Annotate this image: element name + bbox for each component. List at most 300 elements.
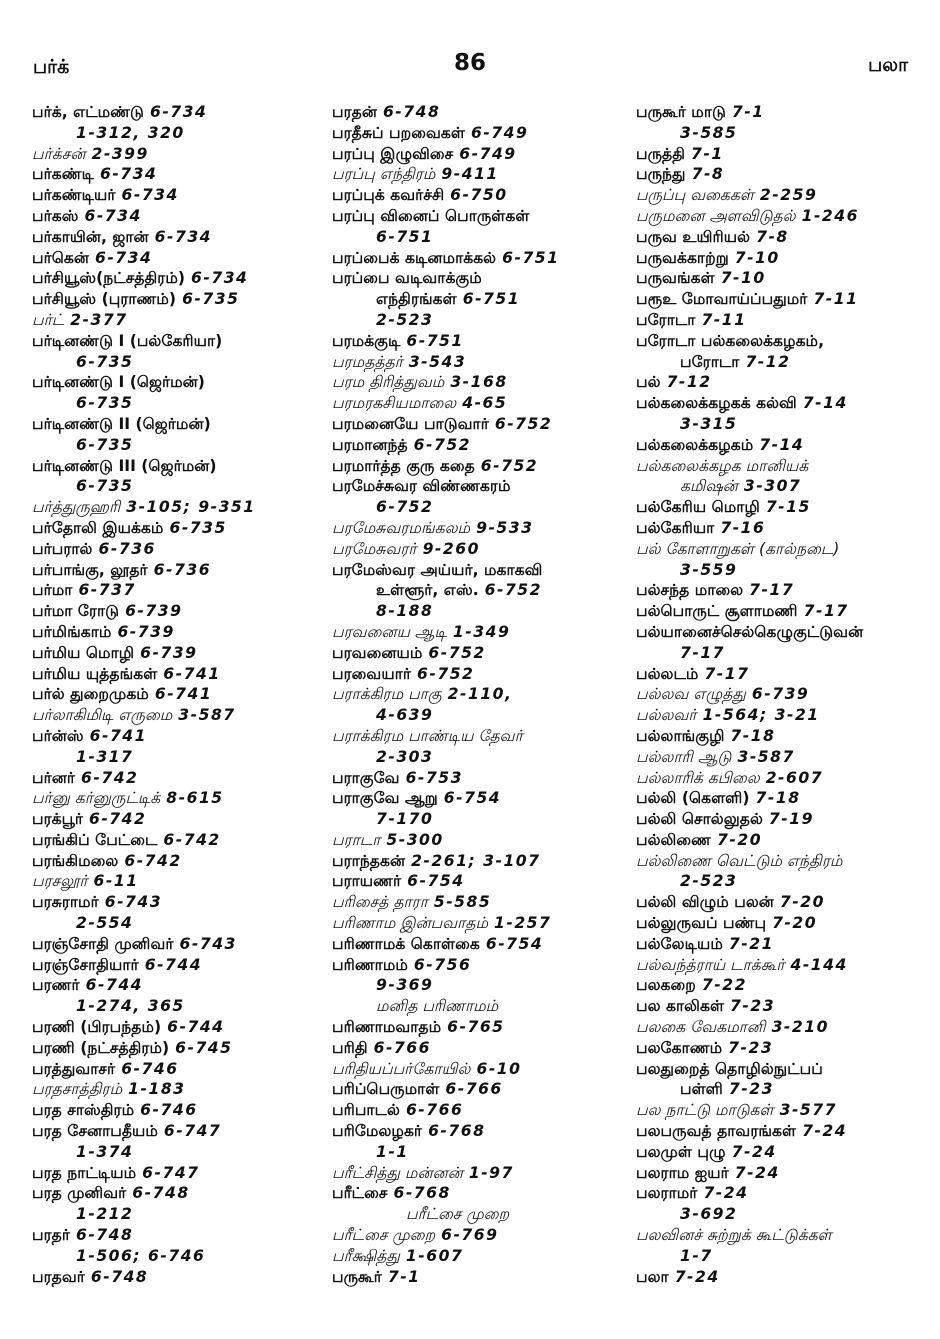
index-entry xyxy=(32,705,322,726)
index-entry xyxy=(32,372,322,393)
entry-term: பரிப்பெருமாள் xyxy=(332,1080,440,1099)
entry-reference: 7-20 xyxy=(779,893,825,912)
entry-reference: 7-24 xyxy=(734,1163,780,1182)
entry-term: பரங்கிமலை xyxy=(32,851,119,870)
entry-reference: 7-20 xyxy=(717,830,763,849)
index-entry xyxy=(32,1079,322,1100)
entry-reference: 7-19 xyxy=(768,810,814,829)
entry-term: பரவனைய ஆடி xyxy=(332,622,447,641)
entry-reference: 7-1 xyxy=(387,1267,421,1286)
index-entry xyxy=(32,622,322,643)
index-entry xyxy=(636,456,936,477)
entry-reference: 6-766 xyxy=(405,1101,464,1120)
entry-term: பரமேசுவரர் xyxy=(332,539,417,558)
entry-term: பரப்பு எந்திரம் xyxy=(332,165,436,184)
entry-term: பருப்பு வகைகள் xyxy=(636,186,754,205)
entry-reference: 1-349 xyxy=(452,622,511,641)
entry-reference: 6-744 xyxy=(144,955,203,974)
entry-term: பரோடா பல்கலைக்கழகம், xyxy=(636,331,825,350)
entry-reference: 6-752 xyxy=(428,643,486,662)
entry-reference: 7-1 xyxy=(731,103,765,121)
entry-reference: 7-17 xyxy=(749,581,795,600)
entry-term: பருவங்கள் xyxy=(636,269,715,288)
entry-term: பரிமேலழகர் xyxy=(332,1122,423,1141)
entry-term: பர்லாகிமிடி எருமை xyxy=(32,706,173,725)
index-entry xyxy=(32,851,322,872)
entry-reference: 6-765 xyxy=(447,1018,505,1037)
entry-reference: 1-212 xyxy=(76,1205,134,1224)
entry-reference: 6-766 xyxy=(373,1038,431,1057)
index-entry xyxy=(332,934,632,955)
index-entry xyxy=(32,664,322,685)
entry-reference: 1-564; 3-21 xyxy=(702,706,820,725)
entry-term: பரப்பை வடிவாக்கும் xyxy=(332,269,482,288)
index-entry xyxy=(332,227,632,248)
entry-term: பரீட்சை முறை xyxy=(406,1205,510,1224)
entry-term: பர்டினண்டு I (பல்கேரியா) xyxy=(32,331,223,350)
index-entry xyxy=(636,684,936,705)
guide-word-left: பர்க் xyxy=(33,56,70,78)
index-entry xyxy=(636,206,936,227)
entry-term: பல்லி விழும் பலன் xyxy=(636,893,774,912)
entry-reference: 7-1 xyxy=(691,144,724,163)
index-entry xyxy=(332,372,632,393)
entry-term: பரிணாமவாதம் xyxy=(332,1018,442,1037)
index-entry xyxy=(636,934,936,955)
entry-term: பரங்கிப் பேட்டை xyxy=(32,830,158,849)
guide-word-right: பலா xyxy=(868,54,908,76)
index-entry xyxy=(636,1059,936,1080)
index-entry xyxy=(636,1183,936,1204)
entry-term: பரத நாட்டியம் xyxy=(32,1163,137,1182)
entry-reference: 6-746 xyxy=(140,1101,198,1120)
index-entry xyxy=(636,352,936,373)
entry-reference: 1-506; 6-746 xyxy=(76,1246,206,1265)
index-entry xyxy=(636,372,936,393)
index-entry xyxy=(32,476,322,497)
index-entry xyxy=(332,518,632,539)
index-entry xyxy=(332,1183,632,1204)
entry-term: பர்டினண்டு I (ஜெர்மன்) xyxy=(32,373,205,392)
entry-term: பல்லேடியம் xyxy=(636,934,723,953)
index-entry xyxy=(332,705,632,726)
index-entry xyxy=(636,1246,936,1267)
index-entry xyxy=(636,871,936,892)
index-entry xyxy=(332,1204,632,1225)
index-entry xyxy=(332,289,632,310)
index-entry xyxy=(32,580,322,601)
entry-reference: 1-246 xyxy=(801,206,859,225)
entry-term: பரக்பூர் xyxy=(32,810,83,829)
index-entry xyxy=(636,955,936,976)
entry-term: பர்ல் துறைமுகம் xyxy=(32,685,149,704)
entry-term: பர்தோலி இயக்கம் xyxy=(32,518,164,537)
index-entry xyxy=(332,871,632,892)
entry-term: பல்கலைக்கழகம் xyxy=(636,435,754,454)
index-column-3 xyxy=(636,102,936,1287)
entry-term: பலபருவத் தாவரங்கள் xyxy=(636,1122,797,1141)
entry-term: பரமக்குடி xyxy=(332,331,401,350)
index-entry xyxy=(636,1267,936,1288)
entry-term: பரத சாஸ்திரம் xyxy=(32,1101,135,1120)
entry-reference: 7-23 xyxy=(728,1080,774,1099)
entry-term: பரதர் xyxy=(32,1226,70,1245)
index-entry xyxy=(636,164,936,185)
entry-term: பல்லிணை xyxy=(636,830,712,849)
entry-term: பல்யானைச்செல்கெழுகுட்டுவன் xyxy=(636,622,864,641)
entry-term: பல்லடம் xyxy=(636,664,699,683)
entry-term: பர்னர் xyxy=(32,768,76,787)
index-entry xyxy=(332,830,632,851)
index-entry xyxy=(332,622,632,643)
index-entry xyxy=(636,248,936,269)
index-entry xyxy=(32,1204,322,1225)
index-entry xyxy=(636,726,936,747)
entry-term: எந்திரங்கள் xyxy=(376,290,457,309)
entry-reference: 6-752 xyxy=(417,664,475,683)
index-column-1 xyxy=(32,102,322,1287)
entry-reference: 6-734 xyxy=(94,248,153,267)
entry-term: பரப்புக் கவர்ச்சி xyxy=(332,186,445,205)
entry-term: பல்லவ எழுத்து xyxy=(636,685,746,704)
entry-reference: 7-8 xyxy=(756,227,789,246)
index-column-2 xyxy=(332,102,632,1287)
index-entry xyxy=(32,1100,322,1121)
entry-term: பரணர் xyxy=(32,976,80,995)
index-entry xyxy=(636,1017,936,1038)
entry-term: பரமதத்தர் xyxy=(332,352,403,371)
entry-term: பரணி (பிரபந்தம்) xyxy=(32,1018,162,1037)
entry-reference: 3-587 xyxy=(737,747,795,766)
index-entry xyxy=(32,164,322,185)
entry-term: பல்கேரிய மொழி xyxy=(636,498,760,517)
entry-reference: 6-748 xyxy=(132,1184,190,1203)
index-entry xyxy=(32,996,322,1017)
entry-term: பரீக்ஷித்து xyxy=(332,1246,400,1265)
index-entry xyxy=(332,1100,632,1121)
entry-reference: 7-17 xyxy=(704,664,750,683)
index-entry xyxy=(32,871,322,892)
index-entry xyxy=(32,435,322,456)
entry-term: கமிஷன் xyxy=(680,477,738,496)
entry-reference: 6-743 xyxy=(179,934,237,953)
entry-reference: 6-734 xyxy=(149,103,208,121)
entry-term: பர்பாங்கு, லூதர் xyxy=(32,560,148,579)
entry-reference: 6-751 xyxy=(462,290,521,309)
entry-term: பரத சேனாபதீயம் xyxy=(32,1122,158,1141)
entry-reference: 1-317 xyxy=(76,747,134,766)
entry-reference: 6-747 xyxy=(163,1122,222,1141)
entry-reference: 8-188 xyxy=(376,602,434,621)
entry-term: பர்ட் xyxy=(32,310,65,329)
entry-term: பரோடா xyxy=(636,310,696,329)
entry-reference: 2-377 xyxy=(70,310,128,329)
entry-reference: 2-110, xyxy=(447,685,513,704)
index-entry xyxy=(332,1163,632,1184)
index-entry xyxy=(32,747,322,768)
entry-term: பரமேச்சுவர விண்ணகரம் xyxy=(332,477,511,496)
index-entry xyxy=(332,809,632,830)
entry-reference: 7-18 xyxy=(755,789,801,808)
index-entry xyxy=(332,331,632,352)
entry-term: பரோடா xyxy=(680,352,740,371)
index-entry xyxy=(32,1059,322,1080)
entry-reference: 6-739 xyxy=(117,622,175,641)
index-entry xyxy=(636,518,936,539)
entry-term: பர்காயின், ஜான் xyxy=(32,227,149,246)
entry-term: பரமானந்த் xyxy=(332,435,408,454)
entry-term: பல்லாரி ஆடு xyxy=(636,747,732,766)
entry-reference: 6-752 xyxy=(413,435,472,454)
index-entry xyxy=(32,310,322,331)
index-entry xyxy=(32,913,322,934)
entry-reference: 6-735 xyxy=(182,290,240,309)
entry-term: பர்கண்டி xyxy=(32,165,94,184)
entry-term: பரமனையே பாடுவார் xyxy=(332,414,489,433)
entry-reference: 6-735 xyxy=(76,352,134,371)
entry-reference: 6-735 xyxy=(76,477,134,496)
entry-reference: 6-768 xyxy=(428,1122,486,1141)
entry-term: பர்னு கர்னுருட்டிக் xyxy=(32,789,161,808)
entry-term: பரதசாத்திரம் xyxy=(32,1080,123,1099)
entry-reference: 6-741 xyxy=(154,685,213,704)
index-entry xyxy=(636,1121,936,1142)
entry-term: பரஞ்சோதி முனிவர் xyxy=(32,934,174,953)
index-entry xyxy=(636,705,936,726)
entry-term: பலகறை xyxy=(636,976,696,995)
index-entry xyxy=(32,456,322,477)
entry-term: பர்கென் xyxy=(32,248,89,267)
index-entry xyxy=(636,1100,936,1121)
entry-term: பரத முனிவர் xyxy=(32,1184,127,1203)
entry-reference: 2-259 xyxy=(759,186,818,205)
entry-reference: 2-261; 3-107 xyxy=(411,851,541,870)
entry-term: பரமேசுவரமங்கலம் xyxy=(332,518,471,537)
entry-term: பலகோணம் xyxy=(636,1038,723,1057)
index-entry xyxy=(636,996,936,1017)
entry-reference: 2-523 xyxy=(680,872,738,891)
entry-term: பர்க், எட்மண்டு xyxy=(32,103,144,121)
index-entry xyxy=(332,456,632,477)
entry-reference: 6-756 xyxy=(413,955,472,974)
index-entry xyxy=(636,497,936,518)
entry-reference: 7-12 xyxy=(745,352,791,371)
index-entry xyxy=(636,913,936,934)
entry-term: பலராமர் xyxy=(636,1184,698,1203)
entry-term: பரப்பு இழுவிசை xyxy=(332,144,454,163)
entry-reference: 3-307 xyxy=(743,477,802,496)
entry-term: பருவக்காற்று xyxy=(636,248,729,267)
page-number: 86 xyxy=(453,50,486,76)
entry-term: பலமுள் புழு xyxy=(636,1142,726,1161)
index-entry xyxy=(32,809,322,830)
entry-term: பரமார்த்த குரு கதை xyxy=(332,456,475,475)
entry-term: பரிணாமம் xyxy=(332,955,408,974)
entry-reference: 7-10 xyxy=(734,248,780,267)
index-entry xyxy=(32,331,322,352)
index-entry xyxy=(32,1163,322,1184)
entry-term: பரமரகசியமாலை xyxy=(332,394,457,413)
index-entry xyxy=(332,560,632,581)
entry-term: பர்க்சன் xyxy=(32,144,86,163)
entry-term: பரணி (நட்சத்திரம்) xyxy=(32,1038,170,1057)
entry-reference: 1-274, 365 xyxy=(76,997,185,1016)
entry-term: பலதுறைத் தொழில்நுட்பப் xyxy=(636,1059,823,1078)
entry-reference: 6-742 xyxy=(88,810,147,829)
index-entry xyxy=(32,726,322,747)
entry-term: பருமனை அளவிடுதல் xyxy=(636,206,796,225)
entry-reference: 6-735 xyxy=(76,435,134,454)
index-entry xyxy=(332,726,632,747)
entry-reference: 5-300 xyxy=(386,830,444,849)
entry-term: பருவ உயிரியல் xyxy=(636,227,751,246)
entry-reference: 9-260 xyxy=(422,539,480,558)
index-entry xyxy=(32,414,322,435)
entry-term: பராக்கிரம பாகு xyxy=(332,685,442,704)
index-entry xyxy=(636,435,936,456)
entry-reference: 1-374 xyxy=(76,1142,134,1161)
entry-term: பல்லி சொல்லுதல் xyxy=(636,810,763,829)
entry-term: பரிணாம இன்பவாதம் xyxy=(332,914,488,933)
entry-term: பர்சியூஸ் (புராணம்) xyxy=(32,290,177,309)
entry-term: பல்வந்த்ராய் டாக்கூர் xyxy=(636,955,785,974)
entry-reference: 3-587 xyxy=(178,706,236,725)
entry-reference: 6-751 xyxy=(406,331,464,350)
index-entry xyxy=(332,892,632,913)
entry-reference: 4-144 xyxy=(790,955,848,974)
index-entry xyxy=(32,1267,322,1288)
index-entry xyxy=(32,1183,322,1204)
index-entry xyxy=(332,1246,632,1267)
entry-reference: 6-752 xyxy=(376,498,434,517)
index-entry xyxy=(636,643,936,664)
entry-term: பரிசைத் தாரா xyxy=(332,893,428,912)
index-entry xyxy=(332,352,632,373)
entry-reference: 1-607 xyxy=(405,1246,464,1265)
entry-reference: 1-312, 320 xyxy=(76,123,185,142)
entry-reference: 6-753 xyxy=(405,768,463,787)
entry-reference: 1-97 xyxy=(468,1163,514,1182)
entry-reference: 6-735 xyxy=(169,518,227,537)
entry-term: பல்கேரியா xyxy=(636,518,715,537)
index-entry xyxy=(332,1121,632,1142)
entry-reference: 3-543 xyxy=(408,352,467,371)
entry-reference: 6-749 xyxy=(470,123,529,142)
index-entry xyxy=(636,414,936,435)
index-entry xyxy=(32,975,322,996)
entry-term: பரமேஸ்வர அய்யர், மகாகவி xyxy=(332,560,543,579)
index-entry xyxy=(332,1017,632,1038)
index-entry xyxy=(332,185,632,206)
entry-term: பருகூர் xyxy=(332,1267,382,1286)
index-entry xyxy=(332,580,632,601)
entry-reference: 6-741 xyxy=(89,726,147,745)
entry-term: பரவனையம் xyxy=(332,643,423,662)
entry-reference: 9-369 xyxy=(376,976,434,995)
index-entry xyxy=(32,560,322,581)
index-entry xyxy=(332,206,632,227)
index-entry xyxy=(32,1142,322,1163)
entry-term: பரசலூர் xyxy=(32,872,88,891)
entry-term: பர்சியூஸ்(நட்சத்திரம்) xyxy=(32,269,186,288)
entry-term: பராக்கிரம பாண்டிய தேவர் xyxy=(332,726,523,745)
index-entry xyxy=(332,268,632,289)
entry-term: பரதீசுப் பறவைகள் xyxy=(332,123,465,142)
entry-term: பருகூர் மாடு xyxy=(636,103,726,121)
index-entry xyxy=(636,768,936,789)
entry-term: பல்கலைக்கழகக் கல்வி xyxy=(636,394,797,413)
index-entry xyxy=(332,768,632,789)
index-entry xyxy=(32,144,322,165)
index-entry xyxy=(636,1142,936,1163)
entry-reference: 2-523 xyxy=(376,310,434,329)
index-entry xyxy=(636,560,936,581)
entry-reference: 3-692 xyxy=(680,1205,738,1224)
entry-reference: 3-577 xyxy=(779,1101,837,1120)
entry-reference: 9-411 xyxy=(441,165,499,184)
entry-term: பள்ளி xyxy=(680,1080,723,1099)
entry-reference: 6-744 xyxy=(167,1018,225,1037)
entry-term: பல்லுருவப் பண்பு xyxy=(636,914,767,933)
entry-term: பர்மிய யுத்தங்கள் xyxy=(32,664,158,683)
index-entry xyxy=(32,892,322,913)
index-entry xyxy=(636,393,936,414)
index-entry xyxy=(636,310,936,331)
index-entry xyxy=(332,144,632,165)
entry-reference: 9-533 xyxy=(476,518,534,537)
entry-reference: 7-24 xyxy=(731,1142,777,1161)
index-entry xyxy=(332,1079,632,1100)
entry-reference: 6-739 xyxy=(125,602,183,621)
index-entry xyxy=(332,601,632,622)
entry-reference: 7-14 xyxy=(802,394,848,413)
entry-reference: 7-10 xyxy=(720,269,766,288)
entry-reference: 6-737 xyxy=(78,581,136,600)
entry-term: பர்மா xyxy=(32,581,73,600)
entry-reference: 6-766 xyxy=(445,1080,503,1099)
entry-term: பர்பரால் xyxy=(32,539,93,558)
index-entry xyxy=(332,1225,632,1246)
index-entry xyxy=(32,601,322,622)
entry-term: பரிதி xyxy=(332,1038,368,1057)
index-entry xyxy=(32,518,322,539)
index-entry xyxy=(332,497,632,518)
entry-term: பரசுராமர் xyxy=(32,893,99,912)
entry-term: பரீட்சித்து மன்னன் xyxy=(332,1163,463,1182)
index-entry xyxy=(332,164,632,185)
entry-reference: 7-16 xyxy=(720,518,766,537)
entry-reference: 6-739 xyxy=(140,643,198,662)
entry-reference: 6-746 xyxy=(121,1059,179,1078)
entry-term: பல் கோளாறுகள் (கால்நடை) xyxy=(636,539,840,558)
index-entry xyxy=(332,996,632,1017)
index-entry xyxy=(32,185,322,206)
entry-term: பரவையார் xyxy=(332,664,412,683)
entry-reference: 6-734 xyxy=(191,269,249,288)
entry-reference: 6-751 xyxy=(502,248,560,267)
entry-term: பரப்பு வினைப் பொருள்கள் xyxy=(332,206,530,225)
entry-reference: 6-739 xyxy=(751,685,810,704)
index-entry xyxy=(636,102,936,123)
index-entry xyxy=(636,830,936,851)
entry-reference: 6-742 xyxy=(124,851,182,870)
entry-reference: 4-639 xyxy=(376,706,434,725)
index-entry xyxy=(332,248,632,269)
entry-reference: 7-20 xyxy=(772,914,818,933)
entry-term: பர்கண்டியர் xyxy=(32,186,116,205)
entry-reference: 6-752 xyxy=(484,581,542,600)
entry-reference: 4-65 xyxy=(462,394,508,413)
